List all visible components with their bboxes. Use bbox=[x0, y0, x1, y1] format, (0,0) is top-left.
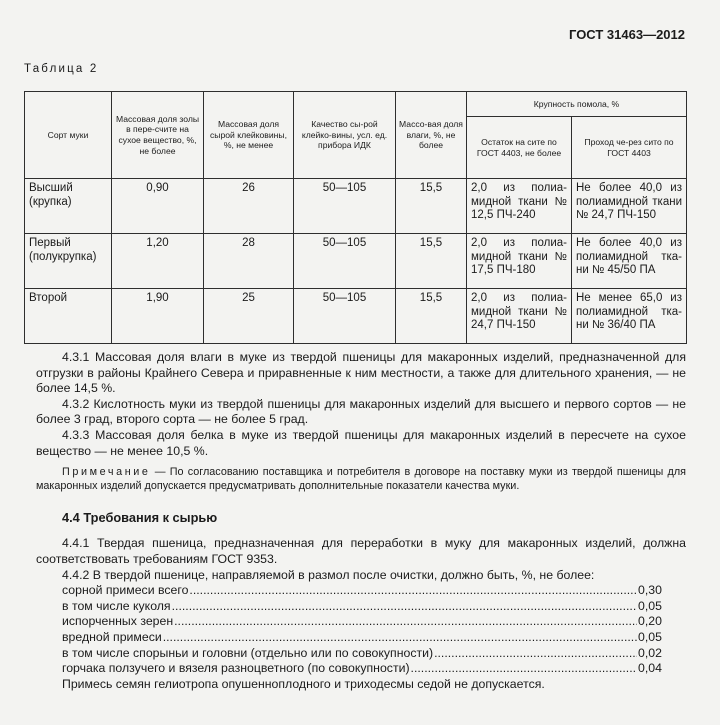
cell-pass: Не более 40,0 из полиамидной тка-ни № 45/50 ПА bbox=[572, 234, 687, 289]
document-code: ГОСТ 31463—2012 bbox=[569, 27, 685, 42]
cell-gluten: 25 bbox=[204, 289, 294, 344]
col-header-sort: Сорт муки bbox=[25, 92, 112, 179]
impurity-label: сорной примеси всего bbox=[62, 583, 189, 598]
table-caption: Таблица 2 bbox=[24, 63, 99, 75]
section-heading-4-4: 4.4 Требования к сырью bbox=[62, 509, 218, 525]
col-header-grind-group: Крупность помола, % bbox=[467, 92, 687, 117]
impurity-value: 0,05 bbox=[638, 598, 662, 613]
paragraph-4-4-1: 4.4.1 Твердая пшеница, предназначенная для переработки в муку для макаронных изделий, должна соответствовать требованиям ГОСТ 9353. bbox=[36, 536, 686, 566]
impurity-item bbox=[36, 583, 686, 599]
impurity-value: 0,05 bbox=[638, 629, 662, 644]
col-header-ash: Массовая доля золы в пере-счите на сухое вещество, %, не более bbox=[112, 92, 204, 179]
cell-ash: 0,90 bbox=[112, 179, 204, 234]
table-row bbox=[25, 289, 687, 344]
impurity-item bbox=[36, 661, 686, 677]
leader-dots bbox=[172, 599, 637, 615]
cell-pass: Не более 40,0 из полиамидной ткани № 24,7 ПЧ-150 bbox=[572, 179, 687, 234]
cell-sort: Высший (крупка) bbox=[25, 179, 112, 234]
impurity-label: в том числе куколя bbox=[62, 598, 171, 613]
impurity-label: горчака ползучего и вязеля разноцветного (по совокупности) bbox=[62, 661, 410, 676]
cell-quality: 50—105 bbox=[294, 289, 396, 344]
paragraph-4-3-3: 4.3.3 Массовая доля белка в муке из твердой пшеницы для макаронных изделий в пересчете на сухое вещество — не менее 10,5 %. bbox=[36, 427, 686, 458]
impurity-item bbox=[36, 646, 686, 662]
flour-quality-table bbox=[24, 91, 687, 344]
note bbox=[36, 465, 686, 494]
cell-residue: 2,0 из полиа-мидной ткани № 17,5 ПЧ-180 bbox=[467, 234, 572, 289]
cell-gluten: 26 bbox=[204, 179, 294, 234]
cell-moisture: 15,5 bbox=[396, 289, 467, 344]
note-text: — По согласованию поставщика и потребителя в договоре на поставку муки из твердой пшеницы для макаронных изделий допускается предусматривать дополнительные показатели качества муки. bbox=[36, 466, 686, 493]
impurity-item bbox=[36, 630, 686, 646]
final-sentence: Примесь семян гелиотропа опушенноплодного и триходесмы седой не допускается. bbox=[62, 676, 545, 691]
col-header-moisture: Массо-вая доля влаги, %, не более bbox=[396, 92, 467, 179]
cell-sort: Первый (полукрупка) bbox=[25, 234, 112, 289]
leader-dots bbox=[411, 661, 637, 677]
cell-quality: 50—105 bbox=[294, 234, 396, 289]
col-header-gluten: Массовая доля сырой клейковины, %, не менее bbox=[204, 92, 294, 179]
impurity-item bbox=[36, 614, 686, 630]
leader-dots bbox=[189, 583, 637, 599]
cell-sort: Второй bbox=[25, 289, 112, 344]
impurity-value: 0,30 bbox=[638, 583, 662, 598]
col-header-quality: Качество сы-рой клейко-вины, усл. ед. прибора ИДК bbox=[294, 92, 396, 179]
cell-ash: 1,20 bbox=[112, 234, 204, 289]
paragraph-4-3-2: 4.3.2 Кислотность муки из твердой пшеницы для макаронных изделий для высшего и первого сортов — не более 3 град, второго сорта — не более 5 град. bbox=[36, 396, 686, 427]
leader-dots bbox=[174, 614, 637, 630]
cell-moisture: 15,5 bbox=[396, 234, 467, 289]
cell-quality: 50—105 bbox=[294, 179, 396, 234]
leader-dots bbox=[434, 646, 637, 662]
col-header-pass: Проход че-рез сито по ГОСТ 4403 bbox=[572, 117, 687, 179]
table-row bbox=[25, 179, 687, 234]
impurity-value: 0,20 bbox=[638, 614, 662, 629]
paragraph-4-4-2: 4.4.2 В твердой пшенице, направляемой в размол после очистки, должно быть, %, не более: bbox=[62, 567, 595, 582]
paragraph-4-3-1: 4.3.1 Массовая доля влаги в муке из твердой пшеницы для макаронных изделий, предназначенной для отгрузки в районы Крайнего Севера и приравненные к ним местности, а также для длительного хранения, — не более 14,5 %. bbox=[36, 350, 686, 396]
cell-pass: Не менее 65,0 из полиамидной тка-ни № 36/40 ПА bbox=[572, 289, 687, 344]
cell-residue: 2,0 из полиа-мидной ткани № 12,5 ПЧ-240 bbox=[467, 179, 572, 234]
note-label: Примечание bbox=[62, 466, 151, 479]
impurity-label: в том числе спорыньи и головни (отдельно или по совокупности) bbox=[62, 645, 434, 660]
impurity-item bbox=[36, 599, 686, 615]
document-body bbox=[36, 350, 686, 692]
leader-dots bbox=[163, 630, 637, 646]
cell-moisture: 15,5 bbox=[396, 179, 467, 234]
impurity-label: испорченных зерен bbox=[62, 614, 174, 629]
impurity-value: 0,02 bbox=[638, 645, 662, 660]
col-header-residue: Остаток на сите по ГОСТ 4403, не более bbox=[467, 117, 572, 179]
impurity-value: 0,04 bbox=[638, 661, 662, 676]
cell-residue: 2,0 из полиа-мидной ткани № 24,7 ПЧ-150 bbox=[467, 289, 572, 344]
table-row bbox=[25, 234, 687, 289]
impurity-label: вредной примеси bbox=[62, 629, 162, 644]
cell-gluten: 28 bbox=[204, 234, 294, 289]
cell-ash: 1,90 bbox=[112, 289, 204, 344]
